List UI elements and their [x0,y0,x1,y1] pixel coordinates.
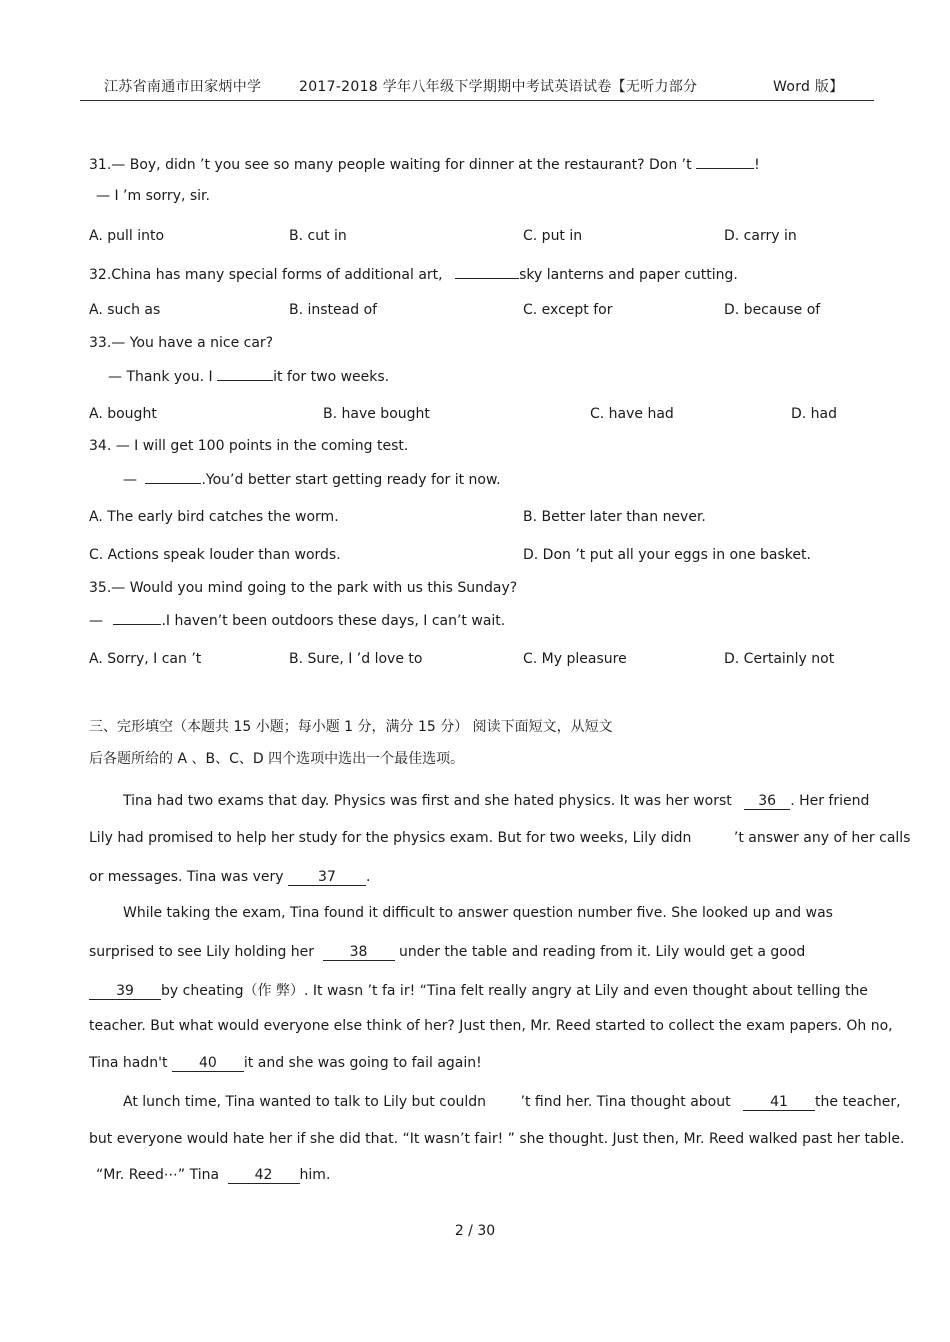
passage-line-7: teacher. But what would everyone else think of her? Just then, Mr. Reed started to collect the exam papers. Oh no, [89,1018,893,1034]
passage-line-3 [89,869,370,886]
section-3-heading-line-1: 三、完形填空（本题共 15 小题；每小题 1 分，满分 15 分） 阅读下面短文，从短文 [89,719,613,735]
question-35-option-a: A. Sorry, I can ’t [89,651,202,667]
question-34-reply [123,469,501,488]
question-33-stem: 33.— You have a nice car? [89,335,274,351]
question-33-reply-start: — Thank you. I [108,369,213,385]
cloze-blank-37: 37 [288,869,366,886]
passage-text: Tina hadn't [89,1055,168,1071]
question-32-after: sky lanterns and paper cutting. [519,267,738,283]
passage-text: him. [299,1167,331,1183]
question-31-option-a: A. pull into [89,228,165,244]
cloze-blank-38: 38 [323,944,395,961]
question-35-option-c: C. My pleasure [523,651,627,667]
passage-line-9 [123,1094,901,1111]
question-35-blank [113,610,161,625]
question-33-blank [217,366,273,381]
cloze-blank-41: 41 [743,1094,815,1111]
passage-text: . Her friend [790,793,870,809]
passage-line-8 [89,1055,482,1072]
question-31-text: 31.— Boy, didn ’t you see so many people waiting for dinner at the restaurant? Don ’t [89,157,692,173]
question-32-option-b: B. instead of [289,302,378,318]
cloze-blank-39: 39 [89,983,161,1000]
passage-text: or messages. Tina was very [89,869,284,885]
passage-text: under the table and reading from it. Lily would get a good [398,944,806,960]
passage-text: “Mr. Reed⋯” Tina [96,1167,220,1183]
question-35-stem: 35.— Would you mind going to the park with us this Sunday? [89,580,518,596]
passage-text: ’t find her. Tina thought about [520,1094,731,1110]
question-35-option-b: B. Sure, I ’d love to [289,651,423,667]
passage-text: the teacher, [815,1094,901,1110]
page-header [80,74,874,101]
question-31-option-d: D. carry in [724,228,797,244]
question-31-option-c: C. put in [523,228,583,244]
question-32-blank [455,264,519,279]
question-35-option-d: D. Certainly not [724,651,835,667]
page-number: 2 / 30 [454,1223,496,1239]
question-32-option-c: C. except for [523,302,613,318]
question-31-stem [89,154,760,173]
question-34-stem: 34. — I will get 100 points in the coming test. [89,438,409,454]
question-31-end: ! [754,157,760,173]
question-34-option-a: A. The early bird catches the worm. [89,509,339,525]
cloze-blank-42: 42 [228,1167,300,1184]
cloze-blank-40: 40 [172,1055,244,1072]
passage-line-5 [89,944,805,961]
question-33-option-a: A. bought [89,406,157,422]
question-33-reply [108,366,389,385]
section-3-heading-line-2: 后各题所给的 A 、B、C、D 四个选项中选出一个最佳选项。 [89,751,465,767]
passage-line-10: but everyone would hate her if she did that. “It wasn’t fair! ” she thought. Just then, Mr. Reed walked past her table. [89,1131,905,1147]
question-34-reply-start: — [123,472,137,488]
question-34-option-b: B. Better later than never. [523,509,706,525]
question-35-reply-end: .I haven’t been outdoors these days, I can’t wait. [161,613,506,629]
header-edition: Word 版】 [773,79,844,95]
question-32-stem [89,264,738,283]
passage-line-4: While taking the exam, Tina found it difficult to answer question number five. She looked up and was [123,905,833,921]
question-32-option-a: A. such as [89,302,161,318]
header-school: 江苏省南通市田家炳中学 [104,79,262,95]
question-35-reply [89,610,505,629]
passage-text: it and she was going to fail again! [243,1055,482,1071]
passage-text: Lily had promised to help her study for the physics exam. But for two weeks, Lily didn [89,830,692,846]
passage-line-1 [123,793,869,810]
question-33-option-c: C. have had [590,406,674,422]
question-34-reply-end: .You’d better start getting ready for it now. [201,472,501,488]
question-33-option-d: D. had [791,406,838,422]
passage-text: At lunch time, Tina wanted to talk to Lily but couldn [123,1094,487,1110]
passage-line-11 [96,1167,330,1184]
passage-line-2 [89,830,910,846]
passage-text: by cheating（作 弊）. It wasn ’t fa ir! “Tina felt really angry at Lily and even thought about telling the [161,983,868,999]
passage-text: Tina had two exams that day. Physics was first and she hated physics. It was her worst [123,793,732,809]
header-title: 2017-2018 学年八年级下学期期中考试英语试卷【无听力部分 [299,79,698,95]
cloze-blank-36: 36 [744,793,790,810]
passage-text: . [365,869,371,885]
question-34-option-c: C. Actions speak louder than words. [89,547,341,563]
passage-text: surprised to see Lily holding her [89,944,315,960]
question-31-reply: — I ’m sorry, sir. [96,188,210,204]
question-35-reply-start: — [89,613,103,629]
question-33-option-b: B. have bought [323,406,430,422]
question-32-option-d: D. because of [724,302,821,318]
question-34-blank [145,469,201,484]
question-31-blank [696,154,754,169]
passage-text: ’t answer any of her calls [733,830,911,846]
question-31-option-b: B. cut in [289,228,347,244]
question-34-option-d: D. Don ’t put all your eggs in one basket. [523,547,811,563]
passage-line-6 [89,980,868,1000]
question-32-text: 32.China has many special forms of additional art, [89,267,443,283]
question-33-reply-end: it for two weeks. [273,369,390,385]
